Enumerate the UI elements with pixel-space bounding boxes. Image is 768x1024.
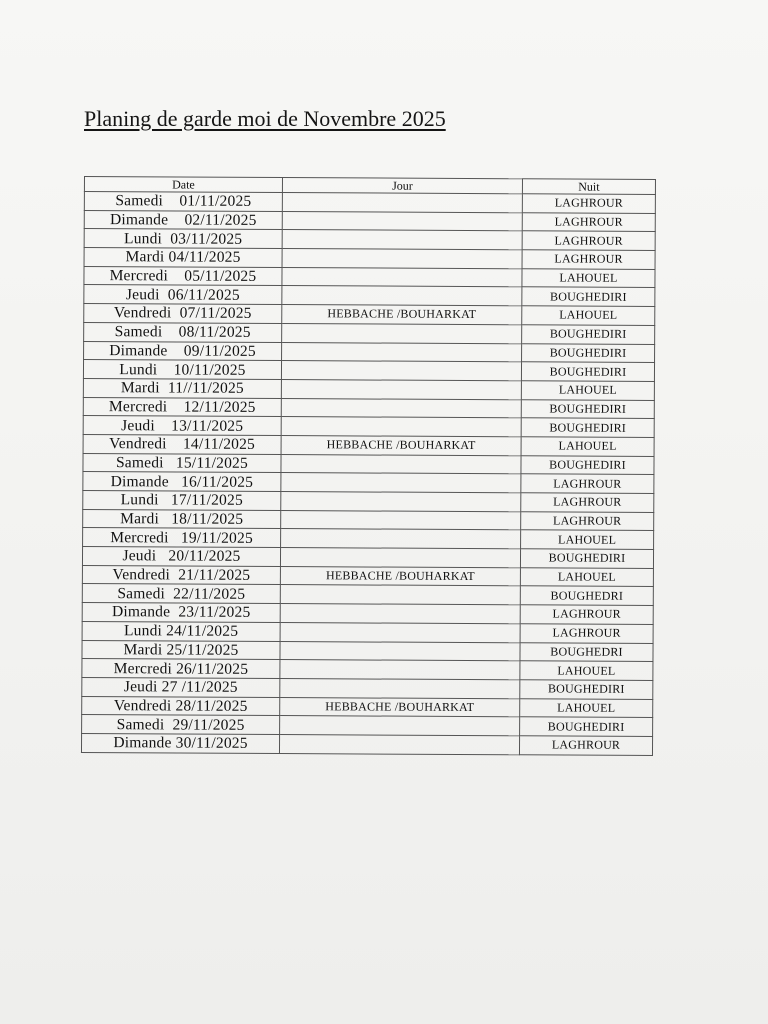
day-shift-cell bbox=[281, 529, 521, 549]
day-shift-cell bbox=[282, 193, 522, 213]
night-shift-cell: LAGHROUR bbox=[522, 250, 655, 269]
day-shift-cell bbox=[280, 678, 520, 698]
night-shift-cell: BOUGHEDIRI bbox=[520, 680, 653, 699]
day-shift-cell bbox=[280, 622, 520, 642]
header-date: Date bbox=[84, 177, 282, 193]
day-shift-cell bbox=[282, 249, 522, 269]
night-shift-cell: LAHOUEL bbox=[520, 568, 653, 587]
date-cell: Mardi 04/11/2025 bbox=[84, 248, 282, 268]
day-shift-cell bbox=[281, 454, 521, 474]
night-shift-cell: LAGHROUR bbox=[522, 212, 655, 231]
night-shift-cell: BOUGHEDIRI bbox=[522, 287, 655, 306]
day-shift-cell bbox=[280, 716, 520, 736]
night-shift-cell: LAGHROUR bbox=[521, 474, 654, 493]
day-shift-cell bbox=[281, 417, 521, 437]
schedule-table bbox=[81, 176, 656, 756]
night-shift-cell: LAHOUEL bbox=[520, 698, 653, 717]
day-shift-cell bbox=[280, 548, 520, 568]
day-shift-cell bbox=[282, 211, 522, 231]
date-cell: Vendredi 21/11/2025 bbox=[82, 565, 280, 585]
date-cell: Mardi 18/11/2025 bbox=[83, 509, 281, 529]
night-shift-cell: LAGHROUR bbox=[519, 736, 652, 755]
date-cell: Lundi 17/11/2025 bbox=[83, 490, 281, 510]
day-shift-cell bbox=[282, 267, 522, 287]
date-cell: Mercredi 26/11/2025 bbox=[82, 659, 280, 679]
night-shift-cell: LAHOUEL bbox=[520, 661, 653, 680]
night-shift-cell: BOUGHEDIRI bbox=[521, 362, 654, 381]
date-cell: Samedi 15/11/2025 bbox=[83, 453, 281, 473]
night-shift-cell: LAGHROUR bbox=[520, 624, 653, 643]
night-shift-cell: BOUGHEDIRI bbox=[521, 418, 654, 437]
night-shift-cell: BOUGHEDIRI bbox=[522, 343, 655, 362]
day-shift-cell bbox=[282, 230, 522, 250]
night-shift-cell: BOUGHEDIRI bbox=[520, 717, 653, 736]
day-shift-cell: HEBBACHE /BOUHARKAT bbox=[281, 435, 521, 455]
date-cell: Lundi 24/11/2025 bbox=[82, 621, 280, 641]
date-cell: Mardi 25/11/2025 bbox=[82, 640, 280, 660]
date-cell: Lundi 10/11/2025 bbox=[83, 360, 281, 380]
day-shift-cell bbox=[281, 473, 521, 493]
date-cell: Jeudi 20/11/2025 bbox=[82, 547, 280, 567]
date-cell: Dimande 30/11/2025 bbox=[81, 733, 279, 753]
night-shift-cell: BOUGHEDIRI bbox=[521, 455, 654, 474]
day-shift-cell bbox=[281, 510, 521, 530]
day-shift-cell bbox=[280, 641, 520, 661]
day-shift-cell: HEBBACHE /BOUHARKAT bbox=[280, 566, 520, 586]
night-shift-cell: LAHOUEL bbox=[521, 381, 654, 400]
date-cell: Samedi 22/11/2025 bbox=[82, 584, 280, 604]
night-shift-cell: LAHOUEL bbox=[522, 306, 655, 325]
night-shift-cell: BOUGHEDIRI bbox=[520, 549, 653, 568]
day-shift-cell bbox=[280, 604, 520, 624]
night-shift-cell: LAHOUEL bbox=[521, 437, 654, 456]
day-shift-cell bbox=[281, 361, 521, 381]
day-shift-cell bbox=[281, 492, 521, 512]
day-shift-cell: HEBBACHE /BOUHARKAT bbox=[282, 305, 522, 325]
date-cell: Samedi 01/11/2025 bbox=[84, 192, 282, 212]
day-shift-cell bbox=[281, 379, 521, 399]
date-cell: Jeudi 06/11/2025 bbox=[84, 285, 282, 305]
date-cell: Samedi 08/11/2025 bbox=[84, 322, 282, 342]
night-shift-cell: BOUGHEDRI bbox=[520, 586, 653, 605]
date-cell: Dimande 09/11/2025 bbox=[84, 341, 282, 361]
day-shift-cell bbox=[280, 585, 520, 605]
night-shift-cell: BOUGHEDIRI bbox=[522, 325, 655, 344]
date-cell: Dimande 02/11/2025 bbox=[84, 210, 282, 230]
night-shift-cell: BOUGHEDRI bbox=[520, 642, 653, 661]
date-cell: Dimande 16/11/2025 bbox=[83, 472, 281, 492]
night-shift-cell: LAGHROUR bbox=[522, 194, 655, 213]
header-jour: Jour bbox=[282, 178, 522, 194]
date-cell: Mercredi 19/11/2025 bbox=[83, 528, 281, 548]
header-nuit: Nuit bbox=[522, 179, 655, 195]
day-shift-cell bbox=[282, 323, 522, 343]
date-cell: Dimande 23/11/2025 bbox=[82, 603, 280, 623]
night-shift-cell: LAGHROUR bbox=[521, 511, 654, 530]
date-cell: Jeudi 13/11/2025 bbox=[83, 416, 281, 436]
night-shift-cell: LAGHROUR bbox=[522, 231, 655, 250]
day-shift-cell bbox=[280, 660, 520, 680]
night-shift-cell: LAHOUEL bbox=[522, 269, 655, 288]
date-cell: Jeudi 27 /11/2025 bbox=[82, 677, 280, 697]
day-shift-cell: HEBBACHE /BOUHARKAT bbox=[280, 697, 520, 717]
day-shift-cell bbox=[281, 398, 521, 418]
date-cell: Samedi 29/11/2025 bbox=[82, 715, 280, 735]
date-cell: Vendredi 14/11/2025 bbox=[83, 434, 281, 454]
table-row bbox=[81, 733, 652, 755]
day-shift-cell bbox=[282, 286, 522, 306]
night-shift-cell: LAGHROUR bbox=[521, 493, 654, 512]
date-cell: Mercredi 12/11/2025 bbox=[83, 397, 281, 417]
page-title: Planing de garde moi de Novembre 2025 bbox=[84, 106, 446, 131]
night-shift-cell: LAGHROUR bbox=[520, 605, 653, 624]
date-cell: Mercredi 05/11/2025 bbox=[84, 266, 282, 286]
date-cell: Vendredi 28/11/2025 bbox=[82, 696, 280, 716]
date-cell: Lundi 03/11/2025 bbox=[84, 229, 282, 249]
day-shift-cell bbox=[282, 342, 522, 362]
night-shift-cell: LAHOUEL bbox=[521, 530, 654, 549]
date-cell: Mardi 11//11/2025 bbox=[83, 378, 281, 398]
night-shift-cell: BOUGHEDIRI bbox=[521, 399, 654, 418]
day-shift-cell bbox=[279, 734, 519, 754]
date-cell: Vendredi 07/11/2025 bbox=[84, 304, 282, 324]
table-body bbox=[81, 192, 655, 756]
